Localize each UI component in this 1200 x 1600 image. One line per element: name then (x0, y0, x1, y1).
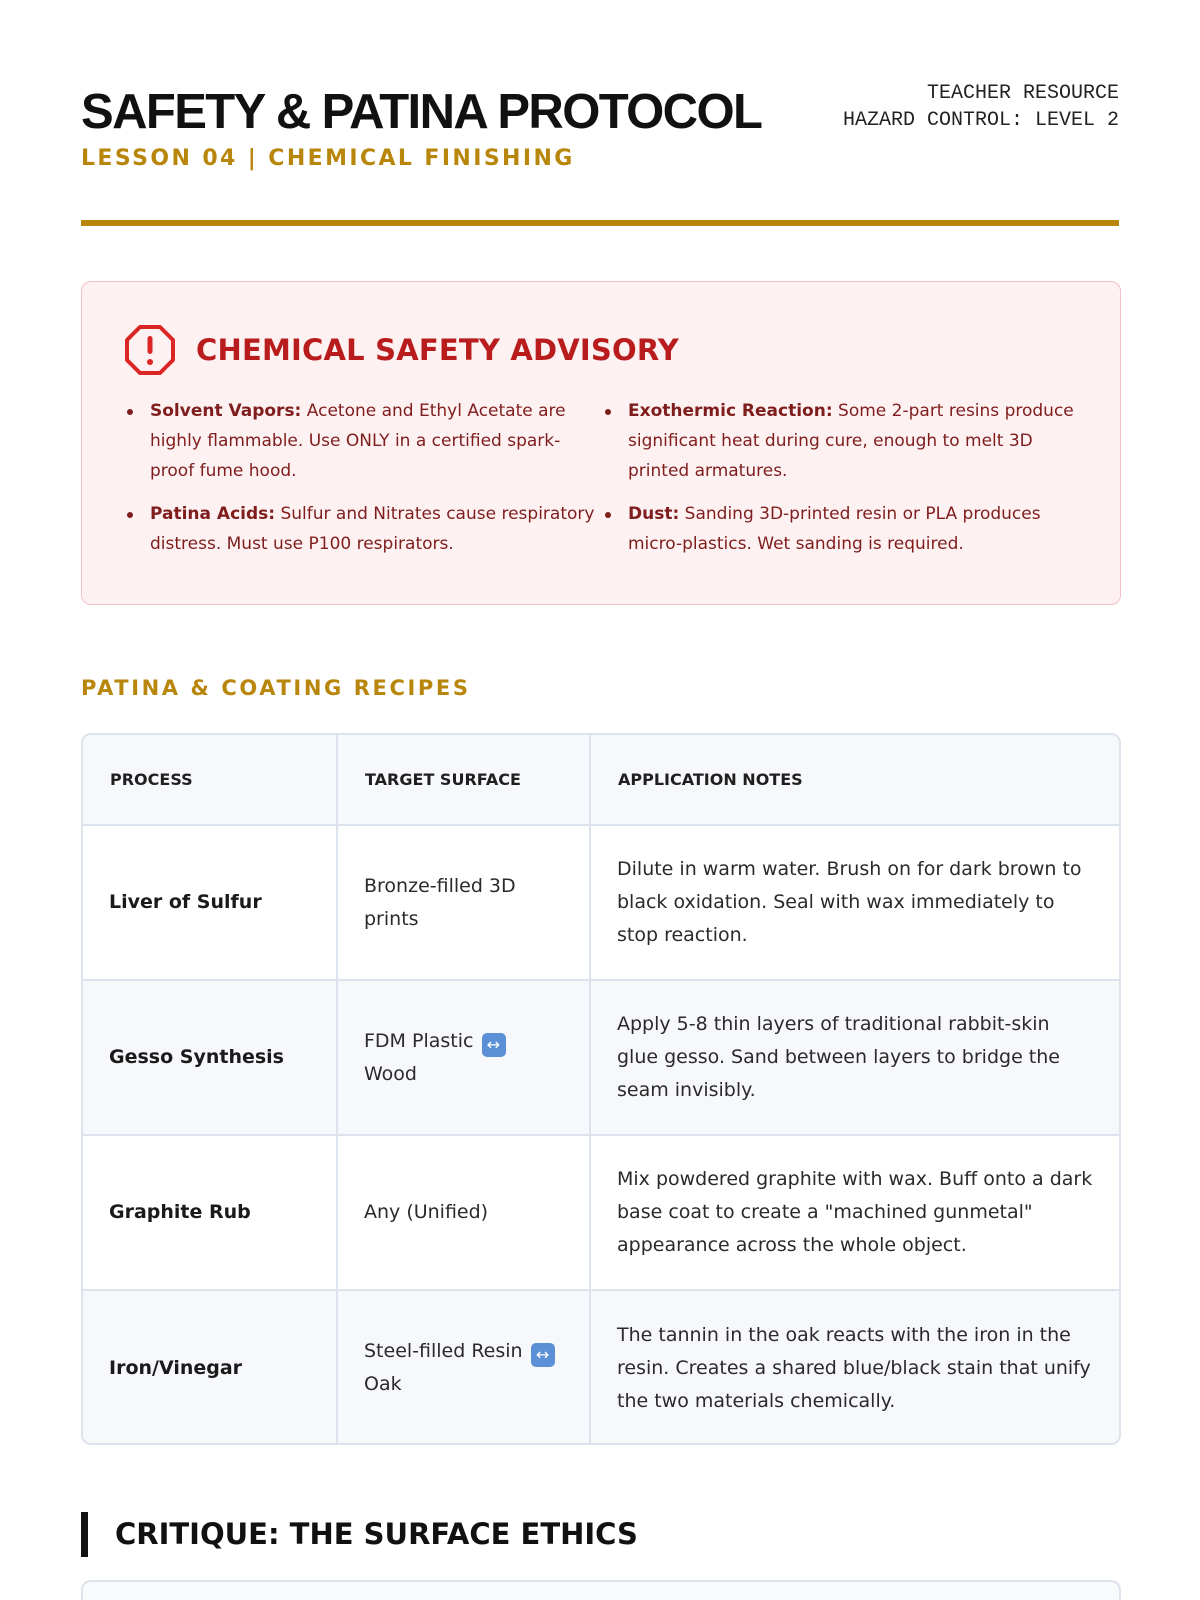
surface-cell (337, 825, 590, 980)
process-cell: Iron/Vinegar (83, 1290, 337, 1445)
surface-cell (337, 980, 590, 1135)
advisory-item-text: Sanding 3D-printed resin or PLA produces micro-plastics. Wet sanding is required. (628, 504, 1041, 554)
safety-advisory-panel (81, 281, 1121, 605)
header-meta (843, 80, 1119, 134)
surface-cell (337, 1290, 590, 1445)
advisory-item-label: Patina Acids: (150, 504, 276, 524)
advisory-item-text: Sulfur and Nitrates cause respiratory distress. Must use P100 respirators. (150, 504, 595, 554)
document-header (81, 0, 1119, 228)
advisory-header (124, 322, 1080, 378)
octagon-alert-icon (124, 324, 176, 376)
advisory-item-label: Solvent Vapors: (150, 401, 302, 421)
notes-cell: Apply 5-8 thin layers of traditional rabbit-skin glue gesso. Sand between layers to bridge the seam invisibly. (590, 980, 1119, 1135)
left-right-arrow-icon: ↔ (482, 1033, 506, 1057)
advisory-item (124, 499, 602, 559)
advisory-title: CHEMICAL SAFETY ADVISORY (196, 333, 679, 367)
critique-panel (81, 1580, 1121, 1600)
table-row (83, 980, 1119, 1135)
critique-heading (81, 1512, 638, 1557)
surface-text: Bronze-filled 3D prints (364, 874, 516, 930)
advisory-column-left (124, 396, 602, 572)
meta-hazard-level: HAZARD CONTROL: LEVEL 2 (842, 109, 1119, 132)
header-divider (81, 220, 1119, 226)
advisory-item-label: Dust: (628, 504, 680, 524)
recipes-table (81, 733, 1121, 1445)
table-row (83, 825, 1119, 980)
notes-cell: Mix powdered graphite with wax. Buff onto a dark base coat to create a "machined gunmetal" appearance across the whole object. (590, 1135, 1119, 1290)
advisory-item (602, 499, 1080, 559)
page-title: SAFETY & PATINA PROTOCOL (81, 85, 762, 139)
critique-title: CRITIQUE: THE SURFACE ETHICS (115, 1517, 638, 1551)
table-row (83, 1290, 1119, 1445)
advisory-item-label: Exothermic Reaction: (628, 401, 833, 421)
advisory-item (124, 396, 602, 486)
advisory-item-text: Some 2-part resins produce significant heat during cure, enough to melt 3D printed armatures. (628, 401, 1074, 481)
column-header-target-surface: TARGET SURFACE (337, 735, 590, 825)
column-header-process: PROCESS (83, 735, 337, 825)
notes-cell: Dilute in warm water. Brush on for dark brown to black oxidation. Seal with wax immediately to stop reaction. (590, 825, 1119, 980)
column-header-application-notes: APPLICATION NOTES (590, 735, 1119, 825)
surface-text-secondary: Oak (364, 1373, 402, 1395)
process-cell: Graphite Rub (83, 1135, 337, 1290)
meta-resource-label: TEACHER RESOURCE (926, 82, 1119, 105)
surface-text: FDM Plastic (364, 1029, 474, 1052)
process-cell: Gesso Synthesis (83, 980, 337, 1135)
surface-text: Steel-filled Resin (364, 1340, 523, 1362)
process-cell: Liver of Sulfur (83, 825, 337, 980)
notes-cell: The tannin in the oak reacts with the iron in the resin. Creates a shared blue/black stain that unify the two materials chemically. (590, 1290, 1119, 1445)
surface-text-secondary: Wood (364, 1062, 417, 1085)
left-right-arrow-icon: ↔ (531, 1343, 555, 1367)
surface-cell (337, 1135, 590, 1290)
table-row (83, 1135, 1119, 1290)
advisory-column-right (602, 396, 1080, 572)
advisory-item-text: Acetone and Ethyl Acetate are highly flammable. Use ONLY in a certified spark-proof fume hood. (150, 401, 566, 481)
recipes-section-title: PATINA & COATING RECIPES (81, 676, 471, 700)
surface-text: Any (Unified) (364, 1201, 489, 1223)
table-header-row (83, 735, 1119, 825)
advisory-columns (124, 396, 1080, 572)
advisory-item (602, 396, 1080, 486)
lesson-subtitle: LESSON 04 | CHEMICAL FINISHING (81, 146, 575, 171)
